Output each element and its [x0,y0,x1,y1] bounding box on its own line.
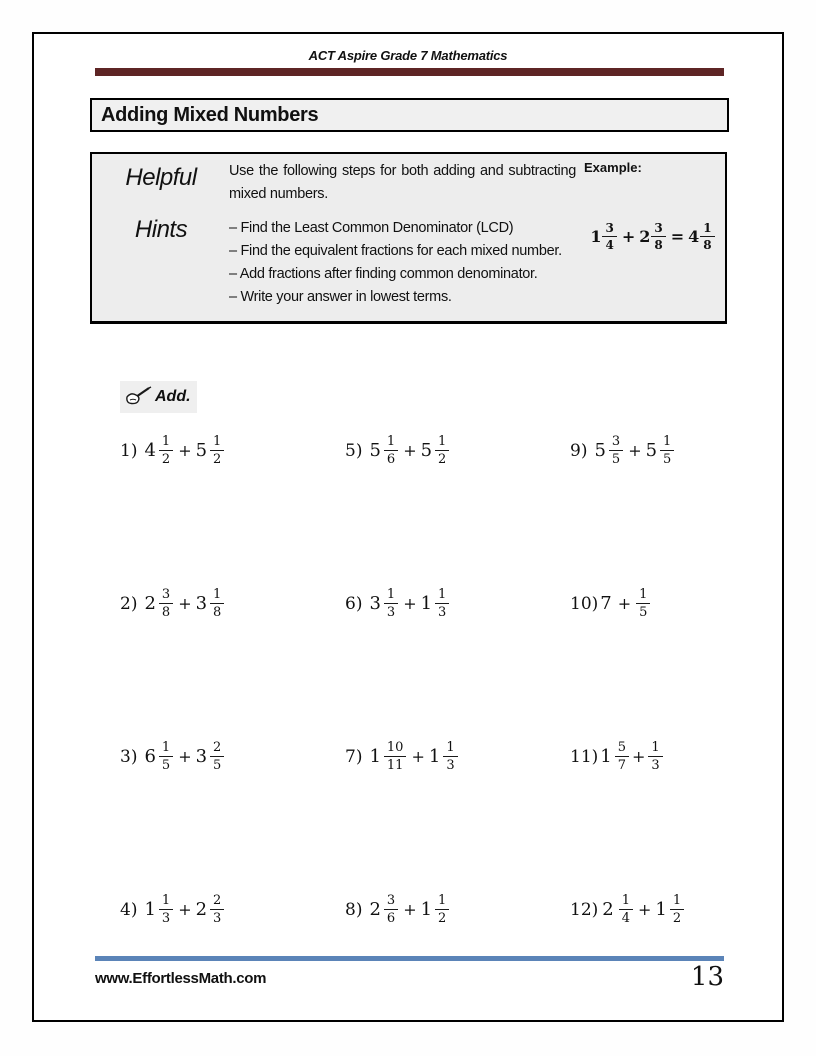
whole-number: 1 [428,746,441,767]
page-title: Adding Mixed Numbers [101,103,319,126]
example-expression [580,222,726,251]
hints-label-helpful: Helpful [125,164,197,191]
whole-number: 4 [688,227,700,246]
whole-number: 2 [369,899,381,920]
fraction: $\frac{5}{7}$ [615,741,629,772]
whole-number: 3 [195,593,208,614]
plus-operator: + [621,227,636,246]
whole-number: 1 [420,899,433,920]
header-divider-bar [95,68,724,76]
plus-operator: + [403,594,417,613]
equals-sign: = [670,227,685,246]
whole-number: 1 [144,899,156,920]
fraction: $\frac{1}{2}$ [210,435,224,466]
whole-number: 1 [655,899,667,920]
problem-number: 1) [120,440,138,461]
plus-operator: + [628,441,642,460]
whole-number: 2 [195,899,208,920]
whole-number: 5 [420,440,433,461]
whole-number: 7 [600,593,612,614]
problem-12 [570,886,780,925]
plus-operator: + [178,441,192,460]
fraction: $\frac{1}{3}$ [648,741,662,772]
fraction: $\frac{2}{5}$ [210,741,224,772]
plus-operator: + [403,441,417,460]
problem-number: 9) [570,440,588,461]
problem-7 [345,733,570,772]
fraction: $\frac{1}{3}$ [443,741,457,772]
fraction: $\frac{10}{11}$ [384,741,407,772]
footer-divider-bar [95,956,724,961]
problem-number: 4) [120,899,138,920]
whole-number: 6 [144,746,156,767]
hint-step: – Find the equivalent fractions for each mixed number. [229,243,562,259]
whole-number: 2 [602,899,614,920]
fraction: $\frac{2}{3}$ [210,894,224,925]
hints-body [229,160,576,309]
problem-11 [570,733,780,772]
fraction: $\frac{1}{2}$ [435,894,449,925]
whole-number: 1 [369,746,381,767]
plus-operator: + [632,747,646,766]
hints-intro: Use the following steps for both adding and subtracting mixed numbers. [229,163,576,202]
plus-operator: + [638,900,652,919]
fraction: $\frac{3}{5}$ [609,435,623,466]
instruction-chip [120,381,197,413]
problem-number: 12) [570,899,599,920]
hints-label-hints: Hints [134,216,188,243]
fraction: $\frac{3}{4}$ [602,222,616,251]
whole-number: 3 [195,746,208,767]
problem-number: 3) [120,746,138,767]
whole-number: 1 [590,227,602,246]
hint-step: – Write your answer in lowest terms. [229,289,452,305]
problem-number: 11) [570,746,599,767]
whole-number: 5 [369,440,381,461]
problem-4 [120,886,345,925]
page-border-frame [32,32,784,1022]
plus-operator: + [178,900,192,919]
fraction: $\frac{1}{5}$ [636,588,650,619]
problem-1 [120,427,345,466]
whole-number: 3 [369,593,381,614]
plus-operator: + [617,594,632,613]
whole-number: 2 [639,227,651,246]
whole-number: 5 [594,440,606,461]
fraction: $\frac{1}{5}$ [660,435,674,466]
problem-3 [120,733,345,772]
document-header: ACT Aspire Grade 7 Mathematics [308,48,508,63]
fraction: $\frac{1}{4}$ [619,894,633,925]
problem-number: 7) [345,746,363,767]
plus-operator: + [403,900,417,919]
writing-hand-icon [124,386,152,408]
helpful-hints-box [90,152,727,324]
whole-number: 1 [600,746,612,767]
problem-8 [345,886,570,925]
page-number: 13 [690,962,724,992]
fraction: $\frac{3}{8}$ [159,588,173,619]
problem-number: 5) [345,440,363,461]
fraction: $\frac{1}{8}$ [700,222,714,251]
problem-number: 8) [345,899,363,920]
whole-number: 2 [144,593,156,614]
plus-operator: + [178,594,192,613]
fraction: $\frac{1}{2}$ [670,894,684,925]
example-label: Example: [584,160,642,175]
fraction: $\frac{1}{3}$ [384,588,398,619]
fraction: $\frac{3}{8}$ [651,222,665,251]
hint-step: – Add fractions after finding common denominator. [229,266,538,282]
plus-operator: + [411,747,425,766]
fraction: $\frac{1}{8}$ [210,588,224,619]
fraction: $\frac{1}{6}$ [384,435,398,466]
website-link[interactable]: www.EffortlessMath.com [95,970,267,987]
whole-number: 4 [144,440,156,461]
problem-10 [570,580,780,619]
section-title-bar [90,98,729,132]
fraction: $\frac{1}{3}$ [159,894,173,925]
problem-number: 2) [120,593,138,614]
problem-9 [570,427,780,466]
hint-step: – Find the Least Common Denominator (LCD) [229,220,514,236]
fraction: $\frac{1}{3}$ [435,588,449,619]
problem-number: 6) [345,593,363,614]
problems-grid [120,427,780,1039]
whole-number: 5 [645,440,658,461]
problem-2 [120,580,345,619]
problem-6 [345,580,570,619]
plus-operator: + [178,747,192,766]
problem-5 [345,427,570,466]
whole-number: 5 [195,440,208,461]
fraction: $\frac{1}{2}$ [435,435,449,466]
fraction: $\frac{1}{5}$ [159,741,173,772]
fraction: $\frac{1}{2}$ [159,435,173,466]
instruction-label: Add. [155,388,191,405]
whole-number: 1 [420,593,433,614]
problem-number: 10) [570,593,599,614]
fraction: $\frac{3}{6}$ [384,894,398,925]
